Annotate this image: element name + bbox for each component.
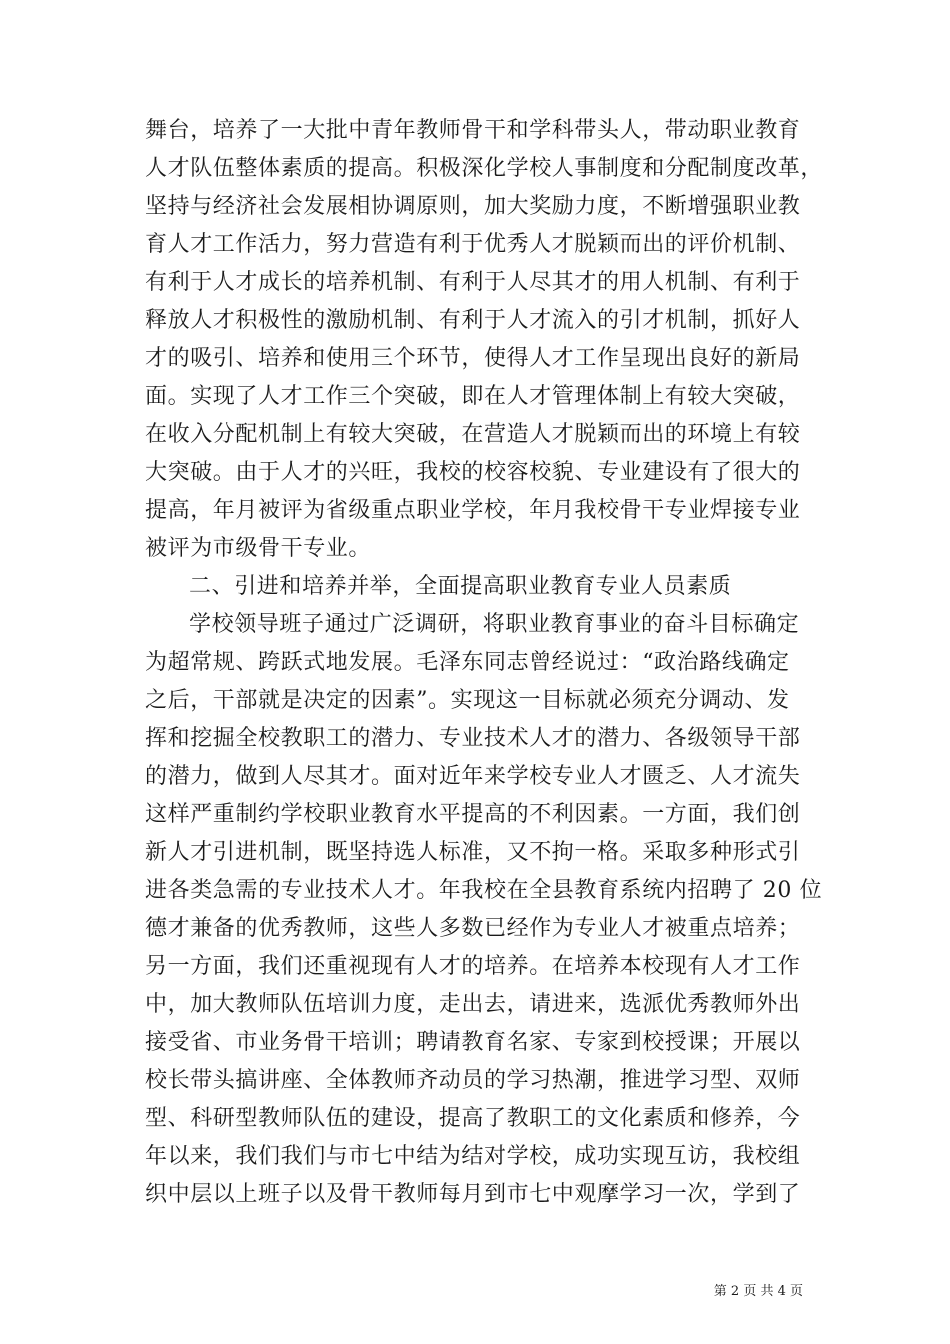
text-line: 接受省、市业务骨干培训；聘请教育名家、专家到校授课；开展以 [145,1030,801,1055]
text-line: 育人才工作活力，努力营造有利于优秀人才脱颖而出的评价机制、 [145,232,801,257]
text-line: 进各类急需的专业技术人才。年我校在全县教育系统内招聘了 20 位 [145,878,823,903]
text-line: 面。实现了人才工作三个突破，即在人才管理体制上有较大突破， [145,384,801,409]
text-line: 的潜力，做到人尽其才。面对近年来学校专业人才匮乏、人才流失 [145,764,801,789]
page-number: 第 2 页 共 4 页 [713,1284,803,1299]
text-line: 提高，年月被评为省级重点职业学校，年月我校骨干专业焊接专业 [145,498,801,523]
text-line: 有利于人才成长的培养机制、有利于人尽其才的用人机制、有利于 [145,270,801,295]
text-line: 德才兼备的优秀教师，这些人多数已经作为专业人才被重点培养； [145,916,801,941]
text-line: 才的吸引、培养和使用三个环节，使得人才工作呈现出良好的新局 [145,346,801,371]
section-heading: 二、引进和培养并举，全面提高职业教育专业人员素质 [189,574,732,599]
text-line: 在收入分配机制上有较大突破，在营造人才脱颖而出的环境上有较 [145,422,801,447]
text-line: 人才队伍整体素质的提高。积极深化学校人事制度和分配制度改革， [145,156,824,181]
text-line: 为超常规、跨跃式地发展。毛泽东同志曾经说过：“政治路线确定 [145,650,790,675]
text-line: 另一方面，我们还重视现有人才的培养。在培养本校现有人才工作 [145,954,801,979]
text-line: 舞台，培养了一大批中青年教师骨干和学科带头人，带动职业教育 [145,118,801,143]
text-line: 学校领导班子通过广泛调研，将职业教育事业的奋斗目标确定 [189,612,800,637]
text-line: 这样严重制约学校职业教育水平提高的不利因素。一方面，我们创 [145,802,801,827]
text-line: 中，加大教师队伍培训力度，走出去，请进来，选派优秀教师外出 [145,992,801,1017]
text-line: 大突破。由于人才的兴旺，我校的校容校貌、专业建设有了很大的 [145,460,801,485]
text-line: 坚持与经济社会发展相协调原则，加大奖励力度，不断增强职业教 [145,194,801,219]
text-line: 年以来，我们我们与市七中结为结对学校，成功实现互访，我校组 [145,1144,801,1169]
page-footer [0,1283,950,1301]
text-line: 释放人才积极性的激励机制、有利于人才流入的引才机制，抓好人 [145,308,801,333]
document-body [145,112,824,1214]
text-line: 被评为市级骨干专业。 [145,536,372,561]
text-line: 挥和挖掘全校教职工的潜力、专业技术人才的潜力、各级领导干部 [145,726,801,751]
text-line: 之后，干部就是决定的因素”。实现这一目标就必须充分调动、发 [145,688,790,713]
text-line: 新人才引进机制，既坚持选人标准，又不拘一格。采取多种形式引 [145,840,801,865]
text-line: 校长带头搞讲座、全体教师齐动员的学习热潮，推进学习型、双师 [145,1068,801,1093]
text-line: 型、科研型教师队伍的建设，提高了教职工的文化素质和修养，今 [145,1106,801,1131]
text-line: 织中层以上班子以及骨干教师每月到市七中观摩学习一次，学到了 [145,1182,801,1207]
